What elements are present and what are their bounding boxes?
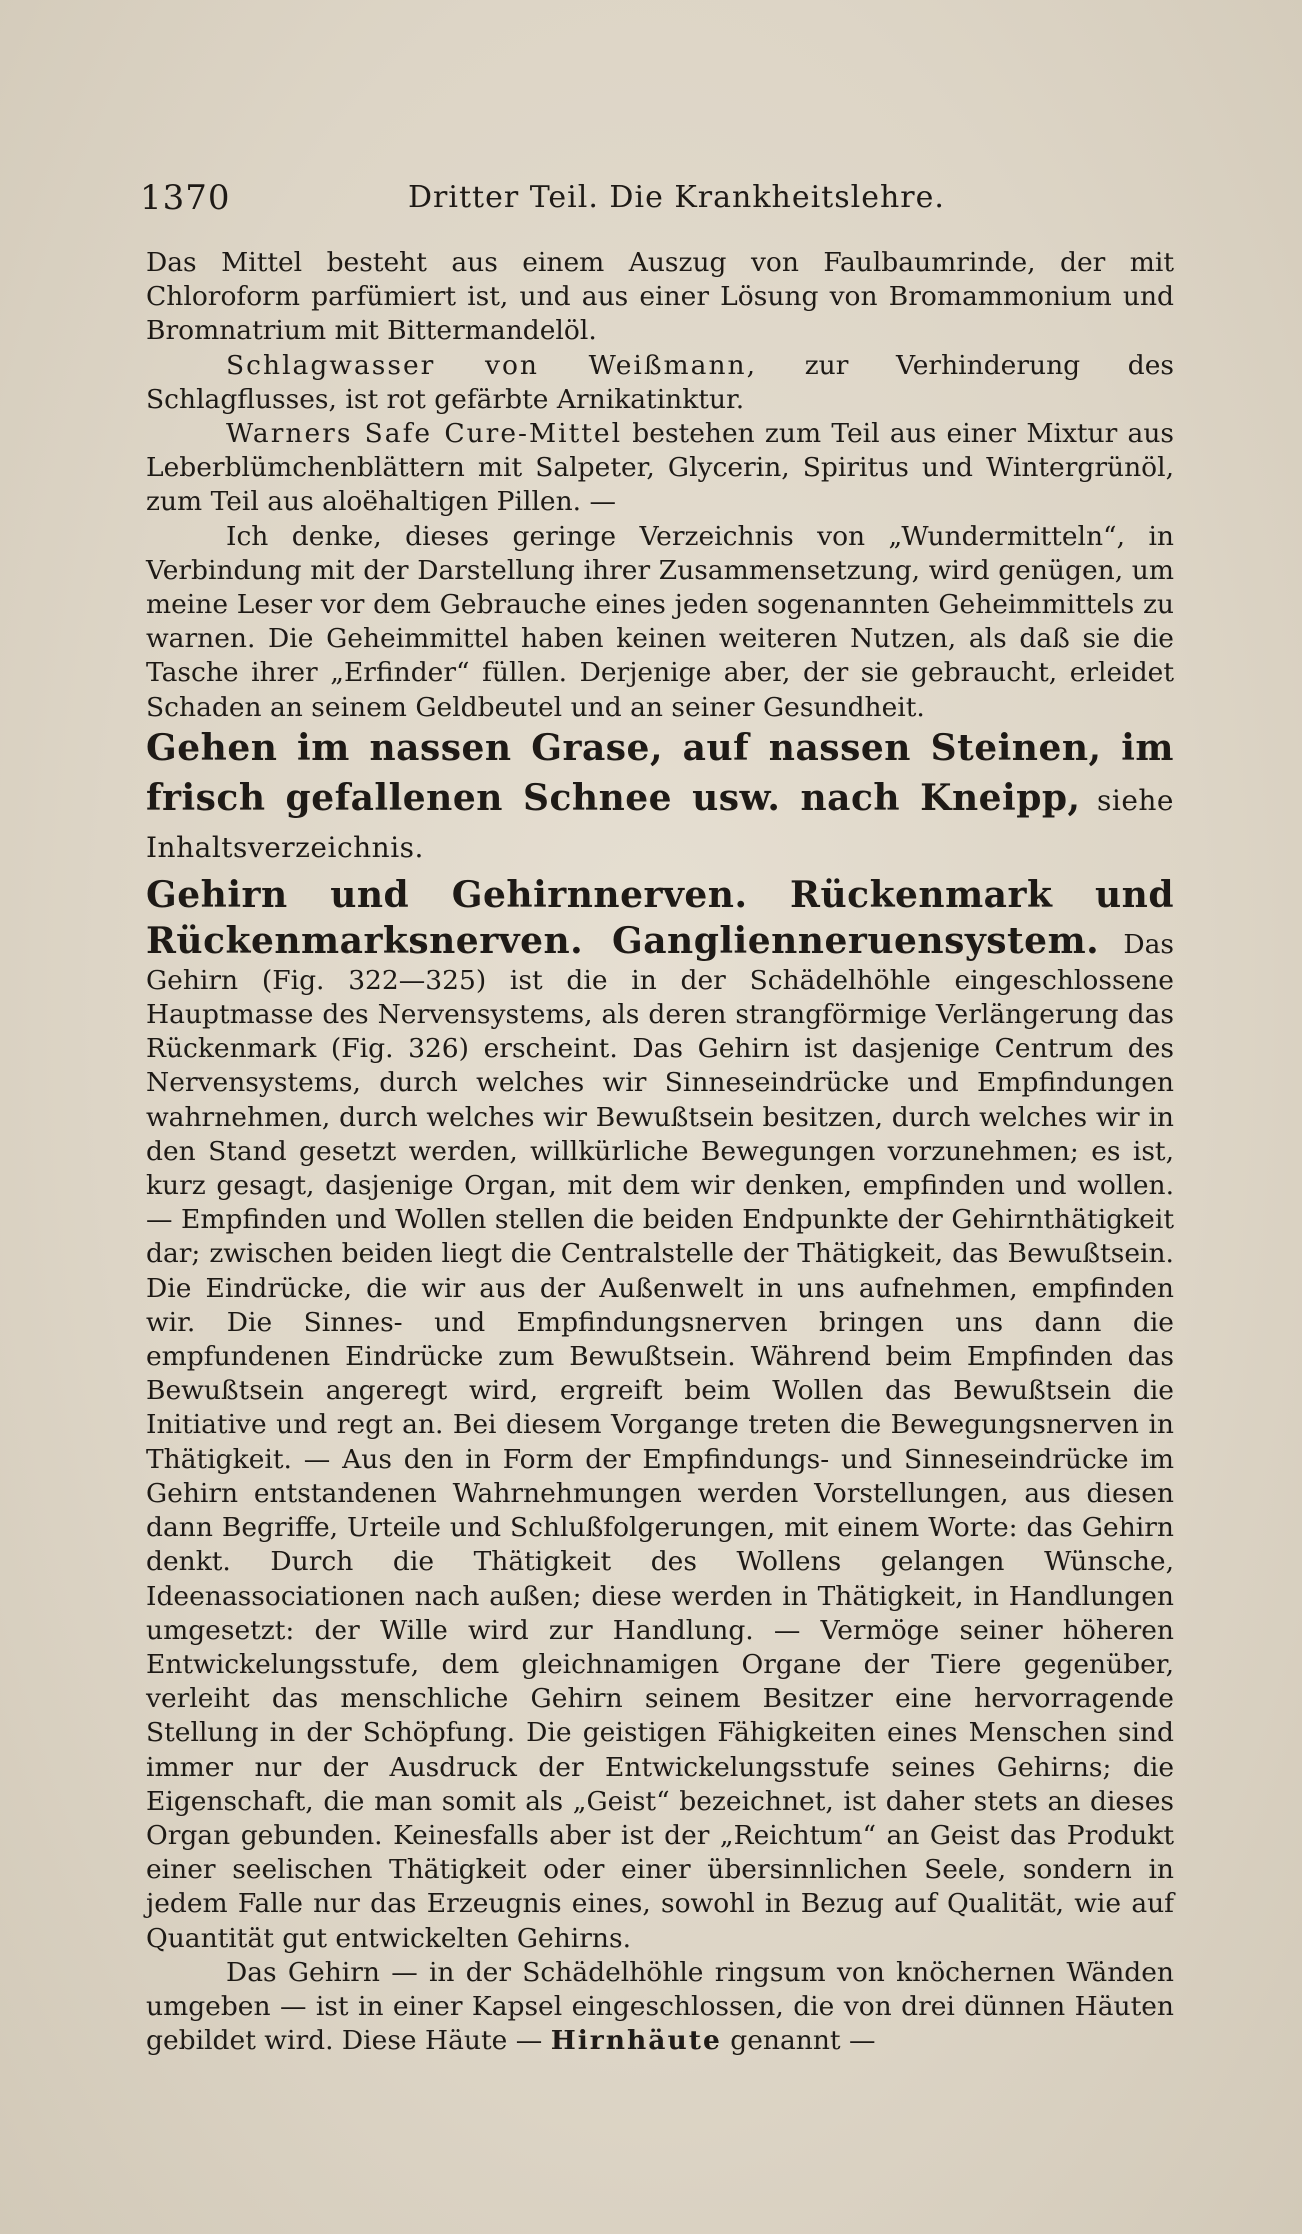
running-head: Dritter Teil. Die Krankheitslehre. [408,180,945,215]
section-heading-kneipp [146,725,1174,872]
remedy-text-warners: bestehen zum Teil aus einer Mixtur aus Leberblümchenblättern mit Salpeter, Glycerin, Spiritus und Wintergrünöl, zum Teil aus aloëhaltigen Pillen. — [146,418,1174,518]
heading-kneipp-reference: siehe Inhaltsverzeichnis. [146,783,1174,864]
page-number: 1370 [140,178,231,218]
heading-kneipp: Gehen im nassen Grase, auf nassen Steinen, im frisch gefallenen Schnee usw. nach Kneipp, [146,726,1174,819]
brain-text: Das Gehirn (Fig. 322—325) ist die in der Schädelhöhle eingeschlossene Hauptmasse des Nervensystems, als deren strangförmige Verlängerung das Rückenmark (Fig. 326) erscheint. Das Gehirn ist dasjenige Centrum des Nervensystems, durch welches wir Sinneseindrücke und Empfindungen wahrnehmen, durch welches wir Bewußtsein besitzen, durch welches wir in den Stand gesetzt werden, willkürliche Bewegungen vorzunehmen; es ist, kurz gesagt, dasjenige Organ, mit dem wir denken, empfinden und wollen. — Empfinden und Wollen stellen die beiden Endpunkte der Gehirnthätigkeit dar; zwischen beiden liegt die Centralstelle der Thätigkeit, das Bewußtsein. Die Eindrücke, die wir aus der Außenwelt in uns aufnehmen, empfinden wir. Die Sinnes- und Empfindungsnerven bringen uns dann die empfundenen Eindrücke zum Bewußtsein. Während beim Empfinden das Bewußtsein angeregt wird, ergreift beim Wollen das Bewußtsein die Initiative und regt an. Bei diesem Vorgange treten die Bewegungsnerven in Thätigkeit. — Aus den in Form der Empfindungs- und Sinneseindrücke im Gehirn entstandenen Wahrnehmungen werden Vorstellungen, aus diesen dann Begriffe, Urteile und Schlußfolgerungen, mit einem Worte: das Gehirn denkt. Durch die Thätigkeit des Wollens gelangen Wünsche, Ideenassociationen nach außen; diese werden in Thätigkeit, in Handlungen umgesetzt: der Wille wird zur Handlung. — Vermöge seiner höheren Entwickelungsstufe, dem gleichnamigen Organe der Tiere gegenüber, verleiht das menschliche Gehirn seinem Besitzer eine hervorragende Stellung in der Schöpfung. Die geistigen Fähigkeiten eines Menschen sind immer nur der Ausdruck der Entwickelungsstufe seines Gehirns; die Eigenschaft, die man somit als „Geist“ bezeichnet, ist daher stets an dieses Organ gebunden. Keinesfalls aber ist der „Reichtum“ an Geist das Produkt einer seelischen Thätigkeit oder einer übersinnlichen Seele, sondern in jedem Falle nur das Erzeugnis eines, sowohl in Bezug auf Qualität, wie auf Quantität gut entwickelten Gehirns. [146,928,1174,1954]
brain-membranes-text: Das Gehirn — in der Schädelhöhle ringsum von knöchernen Wänden umgeben — ist in einer Kapsel eingeschlossen, die von drei dünnen Häuten gebildet wird. Diese Häute — [146,1956,1174,2057]
paragraph-remedy-description: Das Mittel besteht aus einem Auszug von Faulbaumrinde, der mit Chloroform parfümiert ist, und aus einer Lösung von Bromammonium und Bromnatrium mit Bittermandelöl. [146,247,1174,347]
remedy-name-schlagwasser: Schlagwasser von Weißmann, [226,349,758,381]
page-header [140,178,1170,228]
paragraph-schlagwasser [146,349,1174,417]
paragraph-conclusion: Ich denke, dieses geringe Verzeichnis von „Wundermitteln“, in Verbindung mit der Darstellung ihrer Zusammensetzung, wird genügen, um meine Leser vor dem Gebrauche eines jeden sogenannten Geheimmittels zu warnen. Die Geheimmittel haben keinen weiteren Nutzen, als daß sie die Tasche ihrer „Erfinder“ füllen. Derjenige aber, der sie gebraucht, erleidet Schaden an seinem Geldbeutel und an seiner Gesundheit. [146,520,1174,723]
remedy-name-warners: Warners Safe Cure-Mittel [226,418,623,450]
term-hirnhaeute: Hirnhäute [550,2025,722,2057]
heading-brain: Gehirn und Gehirnnerven. Rückenmark und Rückenmarksnerven. Ganglienneruensystem. [146,873,1174,962]
paragraph-warners [146,417,1174,520]
body-text [146,246,1174,2058]
paragraph-brain [146,872,1174,1956]
paragraph-brain-membranes [146,1956,1174,2059]
remedy-text-schlagwasser: zur Verhinderung des Schlagflusses, ist rot gefärbte Arnikatinktur. [146,349,1175,415]
brain-membranes-text-end: genannt — [721,2025,876,2057]
